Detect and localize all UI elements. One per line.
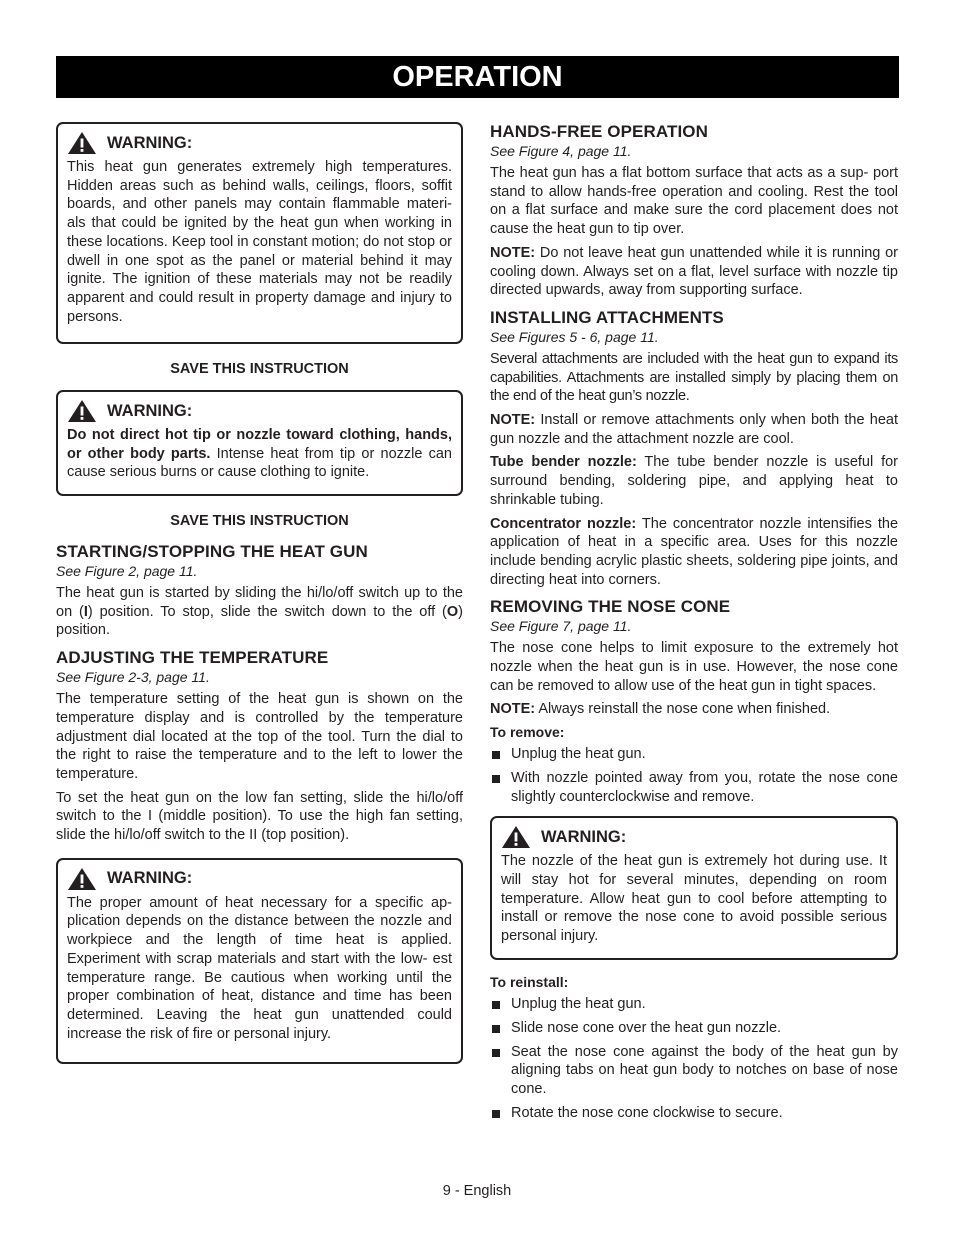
- note-text: Install or remove attachments only when both the heat gun nozzle and the attachment nozzle are cool.: [490, 412, 898, 447]
- section-hands-free: [490, 122, 898, 300]
- warning-title: WARNING:: [541, 827, 627, 846]
- list-item: [490, 1043, 898, 1099]
- section-paragraph: [56, 584, 463, 640]
- warning-bold-text: Do not direct hot tip or nozzle toward clothing, hands, or other body parts.: [67, 427, 452, 462]
- warning-text: The nozzle of the heat gun is extremely hot during use. It will stay hot for several minutes, depending on room temperature. Allow heat gun to cool before attempting to install or remove the nose cone to avoid possible serious personal injury.: [501, 853, 887, 945]
- note-label: NOTE:: [490, 244, 536, 261]
- warning-box-body-parts: [56, 390, 463, 496]
- page-banner-title: OPERATION: [56, 56, 899, 98]
- warning-box-nozzle-hot: [490, 816, 898, 960]
- warning-triangle-icon: [501, 825, 531, 849]
- left-column: [56, 122, 463, 1064]
- list-item-text: Seat the nose cone against the body of the heat gun by aligning tabs on heat gun body to notches on base of nose cone.: [511, 1043, 898, 1098]
- concentrator-text: The concentrator nozzle intensifies the application of heat in a specific area. Uses for this nozzle include bending acrylic plastic sheets, soldering pipe joints, and directing heat into corners.: [490, 515, 899, 588]
- remove-steps-list: [490, 745, 898, 806]
- section-starting-stopping: [56, 542, 463, 640]
- section-paragraph: Several attachments are included with the heat gun to expand its capabilities. Attachments are installed simply by placing them on the end of the heat gun’s nozzle.: [490, 350, 898, 405]
- list-item-text: Unplug the heat gun.: [511, 996, 646, 1013]
- section-paragraph: The heat gun has a flat bottom surface that acts as a sup- port stand to allow hands-free operation and cooling. Rest the tool on a flat surface and make sure the cord placement does not cause the heat gun to tip over.: [490, 165, 898, 238]
- to-reinstall-label: To reinstall:: [490, 974, 569, 991]
- text-run: The heat gun is started by sliding the hi/lo/off switch up to the on (: [56, 585, 463, 620]
- list-item: [490, 769, 898, 806]
- warning-title: WARNING:: [107, 401, 193, 420]
- warning-text: The proper amount of heat necessary for a specific ap- plication depends on the distance between the nozzle and workpiece and the length of time heat is applied. Experiment with scrap materials and start with the low- est temperature range. Be cautious when working until the proper combination of heat, distance and time has been determined. Leaving the heat gun unattended could increase the risk of fire or personal injury.: [67, 894, 452, 1042]
- page-footer: 9 - English: [442, 1183, 512, 1199]
- square-bullet-icon: [492, 775, 500, 783]
- warning-header: [67, 867, 452, 891]
- concentrator-label: Concentrator nozzle:: [490, 515, 637, 532]
- square-bullet-icon: [492, 1001, 500, 1009]
- list-item: [490, 745, 898, 764]
- list-item: [490, 1019, 898, 1038]
- figure-reference: See Figure 7, page 11.: [490, 618, 632, 635]
- section-installing-attachments: [490, 308, 898, 589]
- section-paragraph: To set the heat gun on the low fan setting, slide the hi/lo/off switch to the I (middle position). To use the high fan setting, slide the hi/lo/off switch to the II (top position).: [56, 789, 463, 844]
- list-item: [490, 1104, 898, 1123]
- warning-text: This heat gun generates extremely high temperatures. Hidden areas such as behind walls, ceilings, floors, soffit boards, and other panels may contain flammable materi- als that could be ignited by the heat gun when working in these locations. Keep tool in constant motion; do not stop or dwell in one spot as the panel or material behind it may ignite. The ignition of these materials may not be readily apparent and could result in property damage and injury to persons.: [67, 159, 452, 325]
- section-heading: STARTING/STOPPING THE HEAT GUN: [56, 542, 368, 561]
- list-item-text: With nozzle pointed away from you, rotate the nose cone slightly counterclockwise and remove.: [511, 769, 898, 805]
- tube-bender-label: Tube bender nozzle:: [490, 454, 637, 471]
- note-paragraph: [490, 411, 898, 448]
- text-run: ) position. To stop, slide the switch down to the off (: [87, 603, 447, 620]
- figure-reference: See Figure 4, page 11.: [490, 143, 632, 159]
- list-item-text: Rotate the nose cone clockwise to secure.: [511, 1104, 783, 1121]
- figure-reference: See Figures 5 - 6, page 11.: [490, 328, 659, 345]
- reinstall-steps-list: [490, 995, 898, 1122]
- warning-box-heat-amount: [56, 858, 463, 1064]
- tube-bender-paragraph: [490, 453, 898, 509]
- warning-header: [501, 825, 887, 849]
- section-adjusting-temperature: [56, 648, 463, 845]
- warning-rest-text: Intense heat from tip or nozzle can cause serious burns or cause clothing to ignite.: [67, 445, 452, 481]
- list-item: [490, 995, 898, 1014]
- warning-text: [67, 426, 452, 482]
- note-paragraph: [490, 700, 898, 719]
- switch-off-symbol: O: [446, 603, 459, 620]
- list-item-text: Slide nose cone over the heat gun nozzle.: [511, 1019, 782, 1036]
- list-item-text: Unplug the heat gun.: [511, 746, 646, 763]
- warning-header: [67, 131, 452, 155]
- warning-triangle-icon: [67, 867, 97, 891]
- note-label: NOTE:: [490, 701, 536, 718]
- section-removing-nose-cone: [490, 597, 898, 1122]
- tube-bender-text: The tube bender nozzle is useful for surround bending, soldering pipe, and applying heat to shrinkable tubing.: [490, 454, 898, 508]
- switch-on-symbol: I: [83, 603, 88, 620]
- section-heading: HANDS-FREE OPERATION: [490, 122, 708, 141]
- warning-triangle-icon: [67, 131, 97, 155]
- note-text: Do not leave heat gun unattended while it is running or cooling down. Always set on a flat, level surface with nozzle tip directed upwards, away from supporting surface.: [490, 244, 898, 299]
- square-bullet-icon: [492, 751, 500, 759]
- warning-title: WARNING:: [107, 133, 193, 152]
- figure-reference: See Figure 2, page 11.: [56, 563, 198, 579]
- note-label: NOTE:: [490, 412, 536, 429]
- section-paragraph: The temperature setting of the heat gun is shown on the temperature display and is controlled by the temperature adjustment dial located at the top of the tool. Turn the dial to the right to raise the temperature and to the left to lower the temperature.: [56, 691, 463, 782]
- square-bullet-icon: [492, 1025, 500, 1033]
- warning-triangle-icon: [67, 399, 97, 423]
- note-paragraph: [490, 244, 898, 300]
- text-run: ) position.: [56, 603, 463, 639]
- section-heading: REMOVING THE NOSE CONE: [490, 597, 731, 617]
- square-bullet-icon: [492, 1110, 500, 1118]
- square-bullet-icon: [492, 1049, 500, 1057]
- save-instruction: SAVE THIS INSTRUCTION: [170, 361, 349, 377]
- warning-box-heat: [56, 122, 463, 344]
- save-instruction: SAVE THIS INSTRUCTION: [170, 513, 349, 529]
- section-heading: ADJUSTING THE TEMPERATURE: [56, 648, 329, 668]
- warning-title: WARNING:: [107, 869, 193, 888]
- to-remove-label: To remove:: [490, 724, 565, 741]
- figure-reference: See Figure 2-3, page 11.: [56, 669, 210, 686]
- warning-header: [67, 399, 452, 423]
- section-paragraph: The nose cone helps to limit exposure to the extremely hot nozzle when the heat gun is in use. However, the nose cone can be removed to allow use of the heat gun in tight spaces.: [490, 640, 898, 694]
- concentrator-paragraph: [490, 515, 898, 590]
- note-text: Always reinstall the nose cone when finished.: [535, 701, 831, 718]
- right-column: [490, 122, 898, 1131]
- section-heading: INSTALLING ATTACHMENTS: [490, 307, 724, 327]
